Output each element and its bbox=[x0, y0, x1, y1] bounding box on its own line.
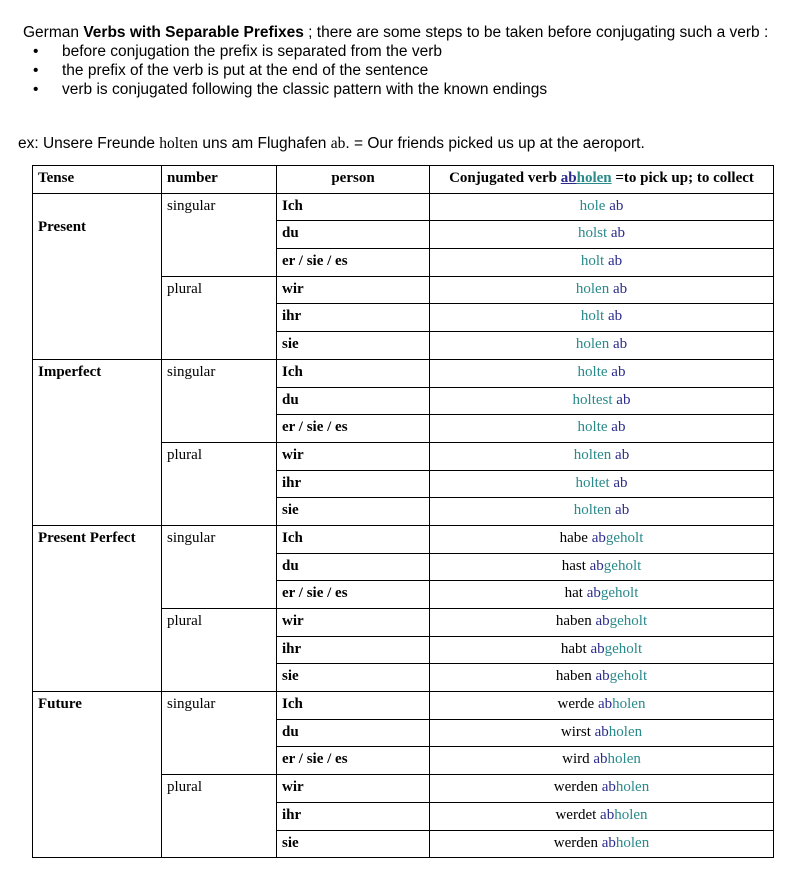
example-prefix: ex: Unsere Freunde bbox=[18, 135, 160, 152]
tense-cell bbox=[33, 193, 162, 359]
intro-bullet-text: before conjugation the prefix is separated from the verb bbox=[62, 43, 442, 60]
header-verb-pre: Conjugated verb bbox=[449, 170, 561, 186]
verb-prefix: ab bbox=[615, 446, 630, 463]
verb-stem: holen bbox=[614, 806, 648, 823]
verb-cell bbox=[430, 470, 774, 498]
verb-prefix: ab bbox=[586, 585, 601, 602]
intro-lead-bold: Verbs with Separable Prefixes bbox=[83, 24, 304, 41]
bullet-icon: • bbox=[33, 43, 39, 60]
intro-lead: German bbox=[23, 24, 84, 41]
verb-prefix: ab bbox=[591, 529, 606, 546]
number-cell: singular bbox=[162, 193, 277, 276]
verb-stem: holen bbox=[612, 696, 646, 713]
verb-stem: holen bbox=[607, 751, 641, 768]
verb-prefix: ab bbox=[607, 253, 623, 270]
table-row bbox=[33, 692, 774, 720]
person-cell: ihr bbox=[277, 304, 430, 332]
person-cell: ihr bbox=[277, 636, 430, 664]
verb-prefix: ab bbox=[601, 834, 616, 851]
verb-stem: geholt bbox=[605, 529, 644, 546]
verb-cell bbox=[430, 442, 774, 470]
person-cell: Ich bbox=[277, 692, 430, 720]
verb-prefix: ab bbox=[595, 668, 610, 685]
verb-stem: holt bbox=[580, 253, 605, 270]
aux-verb: werden bbox=[553, 779, 598, 796]
number-cell: singular bbox=[162, 525, 277, 608]
verb-prefix: ab bbox=[611, 363, 626, 380]
aux-verb: wird bbox=[562, 751, 590, 768]
verb-prefix: ab bbox=[610, 225, 626, 242]
table-row bbox=[33, 525, 774, 553]
person-cell: Ich bbox=[277, 193, 430, 221]
intro-section bbox=[0, 0, 790, 99]
verb-stem: holten bbox=[573, 446, 612, 463]
verb-stem: holen bbox=[615, 834, 650, 851]
verb-cell bbox=[430, 415, 774, 443]
intro-bullet-text: verb is conjugated following the classic pattern with the known endings bbox=[62, 81, 548, 98]
aux-verb: werde bbox=[557, 696, 595, 713]
verb-prefix: ab bbox=[613, 474, 628, 491]
verb-cell bbox=[430, 830, 774, 858]
bullet-icon: • bbox=[33, 81, 39, 98]
person-cell: du bbox=[277, 553, 430, 581]
person-cell: ihr bbox=[277, 470, 430, 498]
verb-stem: geholt bbox=[600, 585, 639, 602]
verb-stem: geholt bbox=[603, 557, 642, 574]
tense-cell bbox=[33, 359, 162, 525]
header-number: number bbox=[162, 166, 277, 194]
verb-stem: hole bbox=[579, 197, 606, 214]
intro-bullet-list bbox=[0, 42, 790, 99]
verb-stem: holtet bbox=[575, 474, 610, 491]
header-verb-post: =to pick up; to collect bbox=[611, 170, 754, 186]
tense-label: Imperfect bbox=[38, 363, 102, 380]
intro-paragraph bbox=[4, 23, 790, 42]
tense-label: Present bbox=[38, 218, 87, 235]
number-cell: plural bbox=[162, 775, 277, 858]
person-cell: sie bbox=[277, 664, 430, 692]
person-cell: er / sie / es bbox=[277, 581, 430, 609]
aux-verb: werden bbox=[553, 834, 598, 851]
tense-cell bbox=[33, 525, 162, 691]
number-cell: plural bbox=[162, 609, 277, 692]
header-conjugated-verb bbox=[430, 166, 774, 194]
verb-prefix: ab bbox=[593, 751, 608, 768]
person-cell: du bbox=[277, 221, 430, 249]
verb-cell bbox=[430, 304, 774, 332]
number-cell: plural bbox=[162, 442, 277, 525]
header-tense: Tense bbox=[33, 166, 162, 194]
aux-verb: wirst bbox=[560, 723, 591, 740]
verb-prefix: ab bbox=[611, 419, 626, 436]
verb-cell bbox=[430, 664, 774, 692]
intro-bullet bbox=[0, 61, 790, 80]
person-cell: wir bbox=[277, 609, 430, 637]
number-cell: singular bbox=[162, 692, 277, 775]
example-holten: holten bbox=[159, 135, 199, 152]
person-cell: er / sie / es bbox=[277, 249, 430, 277]
table-body bbox=[33, 193, 774, 858]
example-sentence bbox=[18, 134, 788, 154]
intro-lead-rest: ; there are some steps to be taken before conjugating such a verb : bbox=[303, 24, 769, 41]
aux-verb: hast bbox=[561, 557, 586, 574]
intro-bullet-text: the prefix of the verb is put at the end of the sentence bbox=[62, 62, 429, 79]
verb-stem: geholt bbox=[609, 613, 648, 629]
verb-cell bbox=[430, 553, 774, 581]
person-cell: Ich bbox=[277, 359, 430, 387]
verb-prefix: ab bbox=[615, 502, 630, 519]
verb-cell bbox=[430, 747, 774, 775]
person-cell: sie bbox=[277, 332, 430, 360]
tense-cell bbox=[33, 692, 162, 858]
verb-prefix: ab bbox=[601, 779, 616, 796]
person-cell: wir bbox=[277, 276, 430, 304]
person-cell: wir bbox=[277, 442, 430, 470]
bullet-icon: • bbox=[33, 62, 39, 79]
person-cell: Ich bbox=[277, 525, 430, 553]
verb-cell bbox=[430, 193, 774, 221]
table-row bbox=[33, 193, 774, 221]
person-cell: er / sie / es bbox=[277, 747, 430, 775]
verb-stem: holen bbox=[575, 336, 610, 353]
verb-stem: holen bbox=[615, 779, 650, 796]
person-cell: wir bbox=[277, 775, 430, 803]
verb-cell bbox=[430, 359, 774, 387]
aux-verb: haben bbox=[555, 613, 592, 629]
verb-prefix: ab bbox=[590, 640, 605, 657]
number-cell: plural bbox=[162, 276, 277, 359]
verb-stem: geholt bbox=[609, 668, 648, 685]
header-verb-stem: holen bbox=[576, 170, 612, 186]
verb-cell bbox=[430, 581, 774, 609]
verb-prefix: ab bbox=[594, 723, 609, 740]
verb-prefix: ab bbox=[595, 613, 610, 629]
example-middle: uns am Flughafen bbox=[198, 135, 331, 152]
verb-prefix: ab bbox=[597, 696, 613, 713]
verb-cell bbox=[430, 276, 774, 304]
verb-cell bbox=[430, 719, 774, 747]
verb-stem: holten bbox=[573, 502, 612, 519]
verb-cell bbox=[430, 609, 774, 637]
intro-bullet bbox=[0, 42, 790, 61]
verb-prefix: ab bbox=[612, 280, 628, 297]
person-cell: er / sie / es bbox=[277, 415, 430, 443]
verb-prefix: ab bbox=[589, 557, 604, 574]
verb-stem: geholt bbox=[604, 640, 643, 657]
verb-cell bbox=[430, 775, 774, 803]
header-verb-prefix: ab bbox=[560, 170, 577, 186]
verb-prefix: ab bbox=[609, 197, 624, 214]
verb-cell bbox=[430, 387, 774, 415]
person-cell: sie bbox=[277, 830, 430, 858]
table-header-row bbox=[33, 166, 774, 194]
verb-cell bbox=[430, 802, 774, 830]
verb-stem: holen bbox=[575, 280, 610, 297]
number-cell: singular bbox=[162, 359, 277, 442]
tense-label: Present Perfect bbox=[38, 529, 136, 546]
verb-cell bbox=[430, 636, 774, 664]
person-cell: sie bbox=[277, 498, 430, 526]
verb-cell bbox=[430, 221, 774, 249]
verb-cell bbox=[430, 498, 774, 526]
example-ab: ab bbox=[330, 135, 346, 152]
aux-verb: haben bbox=[555, 668, 592, 685]
aux-verb: werdet bbox=[555, 806, 597, 823]
verb-stem: holen bbox=[608, 723, 643, 740]
verb-stem: holst bbox=[577, 225, 608, 242]
tense-label: Future bbox=[38, 696, 82, 713]
verb-prefix: ab bbox=[600, 806, 615, 823]
aux-verb: hat bbox=[564, 585, 583, 602]
verb-prefix: ab bbox=[607, 308, 623, 325]
person-cell: du bbox=[277, 387, 430, 415]
verb-prefix: ab bbox=[616, 391, 631, 408]
aux-verb: habt bbox=[560, 640, 587, 657]
example-rest: . = Our friends picked us up at the aeroport. bbox=[345, 135, 645, 152]
conjugation-table bbox=[32, 165, 774, 858]
intro-bullet bbox=[0, 80, 790, 99]
header-person: person bbox=[277, 166, 430, 194]
aux-verb: habe bbox=[559, 529, 588, 546]
verb-cell bbox=[430, 332, 774, 360]
verb-stem: holte bbox=[577, 363, 608, 380]
person-cell: du bbox=[277, 719, 430, 747]
verb-stem: holt bbox=[580, 308, 605, 325]
person-cell: ihr bbox=[277, 802, 430, 830]
verb-cell bbox=[430, 692, 774, 720]
verb-stem: holte bbox=[577, 419, 608, 436]
verb-prefix: ab bbox=[612, 336, 628, 353]
verb-cell bbox=[430, 249, 774, 277]
verb-cell bbox=[430, 525, 774, 553]
verb-stem: holtest bbox=[572, 391, 613, 408]
table-row bbox=[33, 359, 774, 387]
